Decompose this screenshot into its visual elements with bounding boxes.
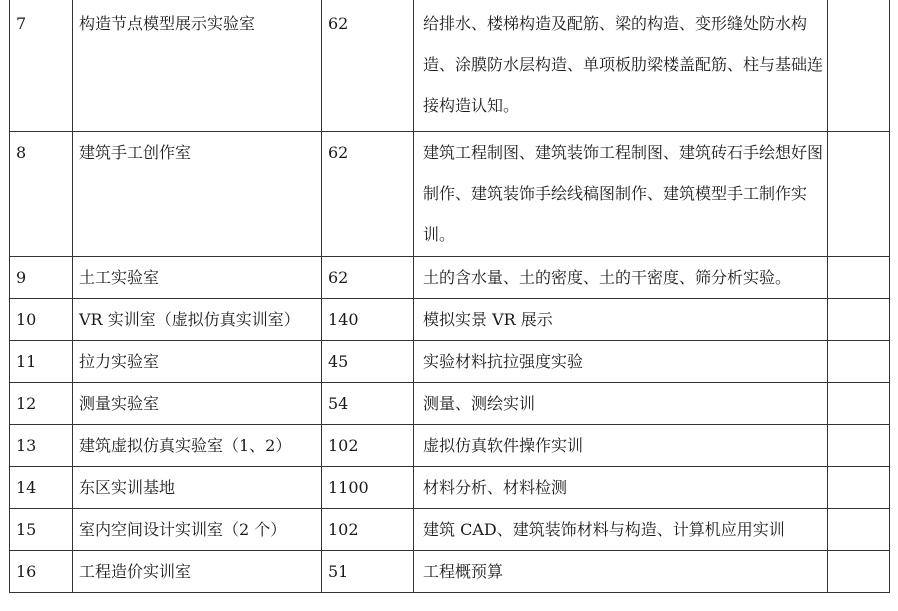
empty-cell: [828, 551, 890, 593]
lab-table: [9, 0, 890, 593]
empty-cell: [828, 425, 890, 467]
table-row: [10, 383, 890, 425]
empty-cell: [828, 132, 890, 257]
room-area: 102: [322, 509, 414, 551]
room-name: 建筑虚拟仿真实验室（1、2）: [73, 425, 322, 467]
room-name: 土工实验室: [73, 257, 322, 299]
table-row: [10, 509, 890, 551]
room-name: 拉力实验室: [73, 341, 322, 383]
room-area: 45: [322, 341, 414, 383]
room-area: 62: [322, 0, 414, 132]
training-content: 建筑 CAD、建筑装饰材料与构造、计算机应用实训: [414, 509, 828, 551]
row-number: 11: [10, 341, 73, 383]
table-row: [10, 551, 890, 593]
table-row: [10, 299, 890, 341]
training-content: 模拟实景 VR 展示: [414, 299, 828, 341]
room-name: 构造节点模型展示实验室: [73, 0, 322, 132]
empty-cell: [828, 509, 890, 551]
row-number: 16: [10, 551, 73, 593]
row-number: 14: [10, 467, 73, 509]
training-content: 实验材料抗拉强度实验: [414, 341, 828, 383]
room-area: 54: [322, 383, 414, 425]
room-name: VR 实训室（虚拟仿真实训室）: [73, 299, 322, 341]
row-number: 13: [10, 425, 73, 467]
table-row: [10, 467, 890, 509]
table-row: [10, 425, 890, 467]
row-number: 12: [10, 383, 73, 425]
row-number: 15: [10, 509, 73, 551]
room-name: 室内空间设计实训室（2 个）: [73, 509, 322, 551]
room-area: 102: [322, 425, 414, 467]
training-content: 给排水、楼梯构造及配筋、梁的构造、变形缝处防水构造、涂膜防水层构造、单项板肋梁楼盖配筋、柱与基础连接构造认知。: [414, 0, 828, 132]
empty-cell: [828, 467, 890, 509]
room-name: 建筑手工创作室: [73, 132, 322, 257]
training-content: 测量、测绘实训: [414, 383, 828, 425]
room-area: 51: [322, 551, 414, 593]
room-area: 1100: [322, 467, 414, 509]
room-name: 测量实验室: [73, 383, 322, 425]
row-number: 9: [10, 257, 73, 299]
room-name: 东区实训基地: [73, 467, 322, 509]
table-row: [10, 0, 890, 132]
training-content: 建筑工程制图、建筑装饰工程制图、建筑砖石手绘想好图制作、建筑装饰手绘线稿图制作、建筑模型手工制作实训。: [414, 132, 828, 257]
table-row: [10, 341, 890, 383]
table-row: [10, 132, 890, 257]
training-content: 土的含水量、土的密度、土的干密度、筛分析实验。: [414, 257, 828, 299]
room-area: 140: [322, 299, 414, 341]
row-number: 10: [10, 299, 73, 341]
room-area: 62: [322, 257, 414, 299]
training-content: 工程概预算: [414, 551, 828, 593]
training-content: 虚拟仿真软件操作实训: [414, 425, 828, 467]
row-number: 8: [10, 132, 73, 257]
table-row: [10, 257, 890, 299]
empty-cell: [828, 257, 890, 299]
empty-cell: [828, 0, 890, 132]
training-content: 材料分析、材料检测: [414, 467, 828, 509]
room-area: 62: [322, 132, 414, 257]
row-number: 7: [10, 0, 73, 132]
empty-cell: [828, 341, 890, 383]
room-name: 工程造价实训室: [73, 551, 322, 593]
empty-cell: [828, 299, 890, 341]
empty-cell: [828, 383, 890, 425]
